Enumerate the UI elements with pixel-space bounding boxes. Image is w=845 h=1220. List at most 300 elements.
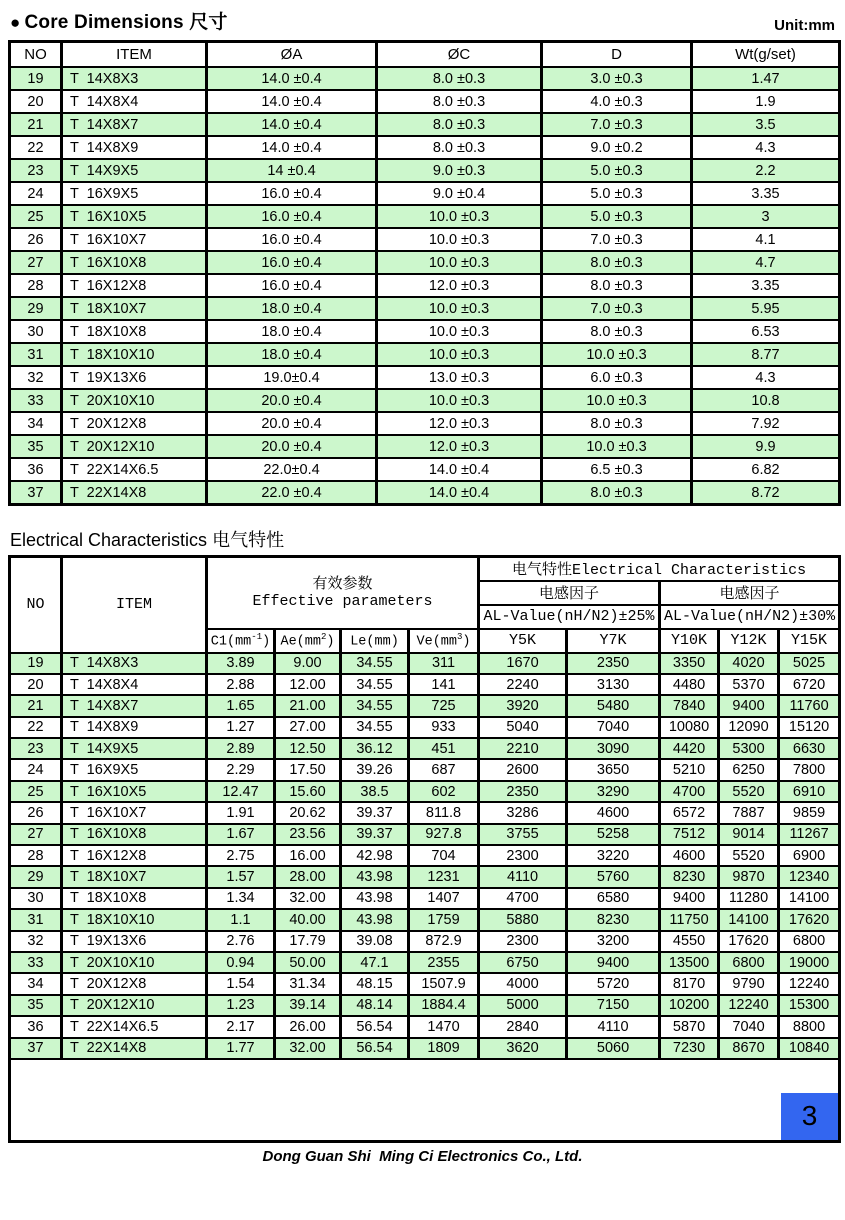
cell-no: 30 — [10, 320, 62, 343]
cell-value: 19000 — [779, 952, 840, 973]
cell-value: 10200 — [660, 995, 719, 1016]
cell-value: 3130 — [567, 674, 660, 695]
cell-value: 2240 — [479, 674, 567, 695]
table-row — [10, 781, 840, 802]
cell-value: 4600 — [660, 845, 719, 866]
cell-value: 1.57 — [207, 866, 275, 887]
cell-item: T 18X10X7 — [62, 866, 207, 887]
electrical-characteristics-table — [8, 555, 841, 1143]
cell-item: T 14X8X7 — [62, 695, 207, 716]
cell-value: 10.8 — [692, 389, 840, 412]
cell-value: 4700 — [479, 888, 567, 909]
cell-value: 3.0 ±0.3 — [542, 67, 692, 90]
cell-value: 5000 — [479, 995, 567, 1016]
cell-value: 39.37 — [341, 824, 409, 845]
cell-value: 1.47 — [692, 67, 840, 90]
cell-value: 4600 — [567, 802, 660, 823]
cell-value: 12340 — [779, 866, 840, 887]
cell-no: 19 — [10, 67, 62, 90]
cell-item: T 18X10X10 — [62, 909, 207, 930]
cell-value: 56.54 — [341, 1038, 409, 1059]
cell-value: 0.94 — [207, 952, 275, 973]
cell-value: 9400 — [567, 952, 660, 973]
cell-value: 3.89 — [207, 653, 275, 674]
cell-value: 1.1 — [207, 909, 275, 930]
page-header — [10, 8, 835, 34]
cell-value: 4.3 — [692, 136, 840, 159]
al-value-25-header: AL-Value(nH/N2)±25% — [479, 605, 660, 629]
cell-value: 8.0 ±0.3 — [377, 90, 542, 113]
page-number-badge: 3 — [781, 1093, 838, 1140]
cell-value: 4.1 — [692, 228, 840, 251]
cell-item: T 22X14X6.5 — [62, 1016, 207, 1037]
col-header-no: NO — [10, 557, 62, 653]
cell-value: 20.62 — [275, 802, 341, 823]
cell-value: 39.14 — [275, 995, 341, 1016]
cell-value: 22.0 ±0.4 — [207, 481, 377, 505]
cell-value: 10.0 ±0.3 — [377, 205, 542, 228]
cell-value: 4110 — [479, 866, 567, 887]
table-row — [10, 995, 840, 1016]
table-row — [10, 973, 840, 994]
cell-value: 451 — [409, 738, 479, 759]
col-header-item: ITEM — [62, 42, 207, 68]
table-row — [10, 824, 840, 845]
table-row — [10, 759, 840, 780]
cell-value: 725 — [409, 695, 479, 716]
core-title-zh: 尺寸 — [189, 12, 228, 33]
cell-value: 7800 — [779, 759, 840, 780]
cell-value: 10840 — [779, 1038, 840, 1059]
cell-value: 1.34 — [207, 888, 275, 909]
cell-value: 10.0 ±0.3 — [542, 343, 692, 366]
cell-value: 3.35 — [692, 274, 840, 297]
cell-value: 26.00 — [275, 1016, 341, 1037]
electrical-characteristics-title — [10, 526, 845, 548]
cell-value: 8.72 — [692, 481, 840, 505]
cell-item: T 16X10X7 — [62, 802, 207, 823]
cell-value: 34.55 — [341, 695, 409, 716]
cell-value: 6572 — [660, 802, 719, 823]
table-row — [10, 274, 840, 297]
cell-item: T 16X12X8 — [62, 274, 207, 297]
cell-item: T 20X12X8 — [62, 412, 207, 435]
cell-value: 9400 — [660, 888, 719, 909]
cell-item: T 18X10X8 — [62, 320, 207, 343]
cell-item: T 22X14X8 — [62, 481, 207, 505]
cell-value: 704 — [409, 845, 479, 866]
cell-value: 7.0 ±0.3 — [542, 297, 692, 320]
cell-value: 3220 — [567, 845, 660, 866]
table-row — [10, 297, 840, 320]
cell-value: 5870 — [660, 1016, 719, 1037]
cell-value: 43.98 — [341, 909, 409, 930]
cell-value: 6630 — [779, 738, 840, 759]
cell-value: 2.2 — [692, 159, 840, 182]
cell-value: 8.0 ±0.3 — [542, 412, 692, 435]
cell-value: 18.0 ±0.4 — [207, 320, 377, 343]
cell-item: T 14X8X9 — [62, 717, 207, 738]
cell-no: 37 — [10, 481, 62, 505]
grade-header-y10k: Y10K — [660, 629, 719, 653]
cell-value: 4420 — [660, 738, 719, 759]
cell-item: T 16X10X8 — [62, 251, 207, 274]
cell-value: 7840 — [660, 695, 719, 716]
cell-value: 8.0 ±0.3 — [542, 481, 692, 505]
cell-value: 927.8 — [409, 824, 479, 845]
cell-no: 31 — [10, 343, 62, 366]
cell-value: 39.08 — [341, 931, 409, 952]
cell-value: 3350 — [660, 653, 719, 674]
table-row — [10, 366, 840, 389]
cell-value: 13500 — [660, 952, 719, 973]
cell-value: 1759 — [409, 909, 479, 930]
cell-value: 2600 — [479, 759, 567, 780]
cell-no: 21 — [10, 695, 62, 716]
core-title-en: Core Dimensions — [24, 12, 184, 33]
inductance-factor-left: 电感因子 — [479, 581, 660, 605]
cell-value: 1507.9 — [409, 973, 479, 994]
table-row — [10, 952, 840, 973]
cell-value: 9859 — [779, 802, 840, 823]
cell-value: 14.0 ±0.4 — [377, 481, 542, 505]
table-row — [10, 113, 840, 136]
cell-value: 5880 — [479, 909, 567, 930]
cell-value: 2210 — [479, 738, 567, 759]
cell-value: 5.0 ±0.3 — [542, 205, 692, 228]
cell-value: 10080 — [660, 717, 719, 738]
cell-no: 26 — [10, 802, 62, 823]
cell-value: 8.0 ±0.3 — [542, 320, 692, 343]
cell-value: 16.0 ±0.4 — [207, 251, 377, 274]
table-row — [10, 136, 840, 159]
grade-header-y7k: Y7K — [567, 629, 660, 653]
cell-value: 7150 — [567, 995, 660, 1016]
cell-item: T 16X10X7 — [62, 228, 207, 251]
cell-value: 2.75 — [207, 845, 275, 866]
cell-item: T 14X8X3 — [62, 653, 207, 674]
cell-value: 6720 — [779, 674, 840, 695]
cell-value: 20.0 ±0.4 — [207, 435, 377, 458]
col-header-no: NO — [10, 42, 62, 68]
cell-value: 15.60 — [275, 781, 341, 802]
table-row — [10, 343, 840, 366]
cell-value: 32.00 — [275, 888, 341, 909]
cell-item: T 22X14X8 — [62, 1038, 207, 1059]
cell-no: 34 — [10, 973, 62, 994]
cell-item: T 20X12X10 — [62, 435, 207, 458]
unit-label: Unit:mm — [774, 17, 835, 34]
cell-value: 3.35 — [692, 182, 840, 205]
cell-value: 4.0 ±0.3 — [542, 90, 692, 113]
effective-parameters-en: Effective parameters — [252, 592, 433, 610]
cell-value: 2.17 — [207, 1016, 275, 1037]
cell-value: 20.0 ±0.4 — [207, 389, 377, 412]
cell-value: 16.0 ±0.4 — [207, 205, 377, 228]
cell-value: 17.50 — [275, 759, 341, 780]
cell-value: 12240 — [779, 973, 840, 994]
core-table-body — [10, 67, 840, 505]
inductance-factor-right: 电感因子 — [660, 581, 840, 605]
cell-value: 15120 — [779, 717, 840, 738]
cell-value: 3090 — [567, 738, 660, 759]
cell-value: 12.47 — [207, 781, 275, 802]
cell-item: T 14X8X3 — [62, 67, 207, 90]
cell-value: 3755 — [479, 824, 567, 845]
cell-value: 4020 — [719, 653, 779, 674]
col-header-item: ITEM — [62, 557, 207, 653]
cell-value: 9400 — [719, 695, 779, 716]
cell-item: T 14X9X5 — [62, 159, 207, 182]
cell-value: 48.14 — [341, 995, 409, 1016]
cell-item: T 14X8X4 — [62, 674, 207, 695]
cell-value: 48.15 — [341, 973, 409, 994]
cell-item: T 20X12X8 — [62, 973, 207, 994]
cell-value: 7887 — [719, 802, 779, 823]
cell-value: 8.0 ±0.3 — [542, 251, 692, 274]
cell-value: 6900 — [779, 845, 840, 866]
cell-value: 5.95 — [692, 297, 840, 320]
cell-no: 27 — [10, 251, 62, 274]
cell-value: 1.67 — [207, 824, 275, 845]
cell-value: 2350 — [479, 781, 567, 802]
cell-value: 6750 — [479, 952, 567, 973]
grade-header-y5k: Y5K — [479, 629, 567, 653]
cell-value: 8230 — [567, 909, 660, 930]
cell-value: 1.91 — [207, 802, 275, 823]
cell-item: T 18X10X8 — [62, 888, 207, 909]
table-row — [10, 1038, 840, 1059]
cell-value: 14.0 ±0.4 — [207, 113, 377, 136]
cell-value: 14.0 ±0.4 — [207, 136, 377, 159]
cell-item: T 20X12X10 — [62, 995, 207, 1016]
cell-value: 3 — [692, 205, 840, 228]
cell-value: 12.0 ±0.3 — [377, 435, 542, 458]
cell-item: T 18X10X7 — [62, 297, 207, 320]
core-dimensions-title — [10, 7, 228, 34]
cell-value: 687 — [409, 759, 479, 780]
cell-value: 141 — [409, 674, 479, 695]
cell-value: 5025 — [779, 653, 840, 674]
cell-value: 7.0 ±0.3 — [542, 228, 692, 251]
cell-no: 37 — [10, 1038, 62, 1059]
al-value-30-header: AL-Value(nH/N2)±30% — [660, 605, 840, 629]
cell-value: 12090 — [719, 717, 779, 738]
cell-value: 5210 — [660, 759, 719, 780]
cell-value: 2355 — [409, 952, 479, 973]
cell-value: 18.0 ±0.4 — [207, 343, 377, 366]
table-row — [10, 320, 840, 343]
cell-value: 5.0 ±0.3 — [542, 182, 692, 205]
cell-value: 5370 — [719, 674, 779, 695]
grade-header-y15k: Y15K — [779, 629, 840, 653]
cell-value: 2300 — [479, 845, 567, 866]
cell-value: 21.00 — [275, 695, 341, 716]
cell-value: 2350 — [567, 653, 660, 674]
unit-header-ae: $Ae(mm^2)$ — [275, 629, 341, 653]
cell-value: 7230 — [660, 1038, 719, 1059]
cell-value: 3.5 — [692, 113, 840, 136]
cell-value: 2.76 — [207, 931, 275, 952]
cell-value: 43.98 — [341, 866, 409, 887]
cell-value: 16.0 ±0.4 — [207, 274, 377, 297]
cell-value: 50.00 — [275, 952, 341, 973]
cell-no: 29 — [10, 297, 62, 320]
cell-no: 25 — [10, 205, 62, 228]
cell-value: 12240 — [719, 995, 779, 1016]
cell-no: 31 — [10, 909, 62, 930]
cell-value: 872.9 — [409, 931, 479, 952]
cell-value: 6800 — [779, 931, 840, 952]
cell-no: 27 — [10, 824, 62, 845]
table-row — [10, 90, 840, 113]
cell-no: 33 — [10, 952, 62, 973]
cell-value: 8.0 ±0.3 — [377, 113, 542, 136]
cell-value: 5520 — [719, 781, 779, 802]
cell-item: T 22X14X6.5 — [62, 458, 207, 481]
table-row — [10, 251, 840, 274]
cell-value: 27.00 — [275, 717, 341, 738]
cell-value: 31.34 — [275, 973, 341, 994]
elec-title-zh: 电气特性 — [212, 530, 285, 550]
cell-value: 2840 — [479, 1016, 567, 1037]
elec-header-row-1 — [10, 557, 840, 581]
cell-no: 22 — [10, 136, 62, 159]
cell-value: 4700 — [660, 781, 719, 802]
cell-value: 5040 — [479, 717, 567, 738]
cell-value: 10.0 ±0.3 — [377, 343, 542, 366]
cell-value: 17620 — [779, 909, 840, 930]
cell-value: 13.0 ±0.3 — [377, 366, 542, 389]
cell-value: 19.0±0.4 — [207, 366, 377, 389]
table-row — [10, 888, 840, 909]
cell-value: 9.9 — [692, 435, 840, 458]
cell-no: 34 — [10, 412, 62, 435]
cell-value: 7040 — [567, 717, 660, 738]
cell-value: 16.00 — [275, 845, 341, 866]
cell-value: 12.00 — [275, 674, 341, 695]
table-row — [10, 695, 840, 716]
cell-no: 23 — [10, 159, 62, 182]
cell-value: 39.37 — [341, 802, 409, 823]
cell-no: 36 — [10, 1016, 62, 1037]
cell-value: 6800 — [719, 952, 779, 973]
table-row — [10, 389, 840, 412]
cell-value: 11267 — [779, 824, 840, 845]
cell-value: 34.55 — [341, 717, 409, 738]
cell-value: 8170 — [660, 973, 719, 994]
cell-value: 1.77 — [207, 1038, 275, 1059]
table-row — [10, 481, 840, 505]
cell-value: 56.54 — [341, 1016, 409, 1037]
cell-value: 43.98 — [341, 888, 409, 909]
cell-value: 10.0 ±0.3 — [377, 389, 542, 412]
electrical-group-header: 电气特性Electrical Characteristics — [479, 557, 840, 581]
cell-value: 8.0 ±0.3 — [377, 67, 542, 90]
cell-value: 1.27 — [207, 717, 275, 738]
cell-value: 10.0 ±0.3 — [377, 297, 542, 320]
cell-value: 5720 — [567, 973, 660, 994]
cell-value: 3200 — [567, 931, 660, 952]
cell-value: 3286 — [479, 802, 567, 823]
cell-value: 5760 — [567, 866, 660, 887]
cell-value: 8.0 ±0.3 — [542, 274, 692, 297]
cell-value: 9.00 — [275, 653, 341, 674]
datasheet-page — [0, 8, 845, 1220]
col-header-dia-c: ØC — [377, 42, 542, 68]
effective-parameters-zh: 有效参数 — [312, 575, 373, 593]
cell-value: 10.0 ±0.3 — [542, 435, 692, 458]
cell-value: 1809 — [409, 1038, 479, 1059]
cell-value: 42.98 — [341, 845, 409, 866]
cell-no: 21 — [10, 113, 62, 136]
footer-company: Dong Guan Shi Ming Ci Electronics Co., Ltd. — [262, 1147, 583, 1165]
cell-item: T 20X10X10 — [62, 389, 207, 412]
cell-value: 1.65 — [207, 695, 275, 716]
cell-value: 14.0 ±0.4 — [377, 458, 542, 481]
cell-value: 5060 — [567, 1038, 660, 1059]
cell-item: T 19X13X6 — [62, 931, 207, 952]
cell-value: 8800 — [779, 1016, 840, 1037]
cell-value: 14.0 ±0.4 — [207, 90, 377, 113]
cell-value: 9.0 ±0.2 — [542, 136, 692, 159]
table-row — [10, 458, 840, 481]
core-header-row — [10, 42, 840, 68]
cell-value: 4.3 — [692, 366, 840, 389]
cell-no: 20 — [10, 90, 62, 113]
cell-no: 22 — [10, 717, 62, 738]
cell-value: 811.8 — [409, 802, 479, 823]
table-row — [10, 1016, 840, 1037]
unit-header-le: Le(mm) — [341, 629, 409, 653]
cell-value: 11760 — [779, 695, 840, 716]
table-row — [10, 159, 840, 182]
cell-value: 4550 — [660, 931, 719, 952]
cell-value: 2.89 — [207, 738, 275, 759]
cell-value: 11750 — [660, 909, 719, 930]
cell-value: 17620 — [719, 931, 779, 952]
table-row — [10, 228, 840, 251]
cell-no: 32 — [10, 931, 62, 952]
cell-no: 24 — [10, 759, 62, 780]
cell-no: 30 — [10, 888, 62, 909]
cell-no: 26 — [10, 228, 62, 251]
cell-value: 7040 — [719, 1016, 779, 1037]
unit-header-c1: $C1(mm^{-1})$ — [207, 629, 275, 653]
cell-value: 10.0 ±0.3 — [377, 320, 542, 343]
table-row — [10, 182, 840, 205]
cell-item: T 20X10X10 — [62, 952, 207, 973]
cell-value: 16.0 ±0.4 — [207, 182, 377, 205]
cell-value: 5.0 ±0.3 — [542, 159, 692, 182]
cell-value: 1884.4 — [409, 995, 479, 1016]
cell-value: 22.0±0.4 — [207, 458, 377, 481]
cell-value: 17.79 — [275, 931, 341, 952]
cell-value: 6.5 ±0.3 — [542, 458, 692, 481]
cell-value: 1231 — [409, 866, 479, 887]
cell-value: 20.0 ±0.4 — [207, 412, 377, 435]
cell-item: T 14X9X5 — [62, 738, 207, 759]
cell-value: 602 — [409, 781, 479, 802]
cell-value: 3650 — [567, 759, 660, 780]
cell-value: 6.53 — [692, 320, 840, 343]
cell-value: 9.0 ±0.4 — [377, 182, 542, 205]
cell-value: 4.7 — [692, 251, 840, 274]
cell-no: 35 — [10, 995, 62, 1016]
cell-no: 36 — [10, 458, 62, 481]
cell-value: 14100 — [719, 909, 779, 930]
cell-no: 24 — [10, 182, 62, 205]
